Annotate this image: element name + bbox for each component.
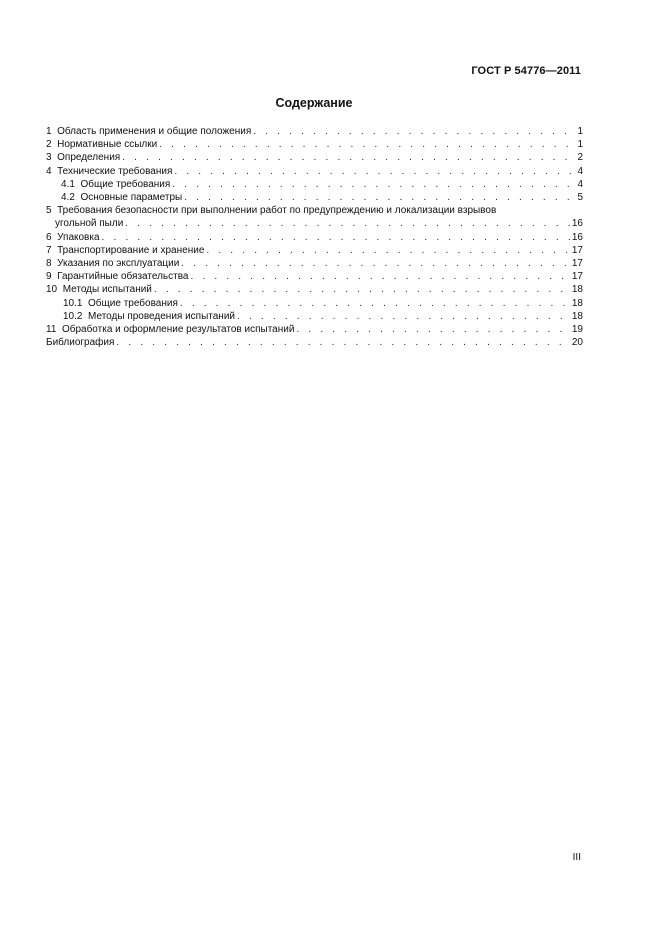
toc-entry[interactable] xyxy=(46,257,583,270)
toc-entry-number: 4.2 xyxy=(61,192,75,204)
toc-entry-label: Область применения и общие положения xyxy=(57,126,252,137)
toc-entry-label: Упаковка xyxy=(57,231,100,243)
toc-entry[interactable] xyxy=(46,323,583,336)
toc-leader-dots xyxy=(206,244,569,257)
toc-entry-number: 10.2 xyxy=(63,310,83,322)
toc-leader-dots xyxy=(253,125,575,138)
toc-entry-label-continuation: угольной пыли xyxy=(55,218,124,230)
toc-leader-dots xyxy=(180,297,570,310)
toc-entry-page: 18 xyxy=(571,284,583,296)
toc-entry-page: 1 xyxy=(577,139,583,151)
toc-entry[interactable] xyxy=(46,244,583,257)
toc-title: Содержание xyxy=(275,96,353,110)
toc-entry[interactable] xyxy=(46,151,583,164)
toc-entry-label: Определения xyxy=(57,152,121,164)
toc-leader-dots xyxy=(237,310,570,323)
toc-entry-label: Обработка и оформление результатов испытаний xyxy=(61,324,295,336)
toc-entry[interactable] xyxy=(46,191,583,204)
toc-entry-label: Транспортирование и хранение xyxy=(57,244,205,256)
page-folio: III xyxy=(572,852,581,863)
toc-entry-label: Общие требования xyxy=(80,178,171,190)
toc-entry[interactable] xyxy=(46,165,583,178)
toc-entry-label: Гарантийные обязательства xyxy=(57,271,189,283)
toc-entry-label: Библиография xyxy=(46,337,115,349)
toc-entry-number: 7 xyxy=(46,244,52,256)
toc-entry-page: 18 xyxy=(571,310,583,322)
toc-entry-label: Технические требования xyxy=(57,165,173,177)
toc-entry[interactable] xyxy=(46,270,583,283)
toc-entry-page: 18 xyxy=(571,297,583,309)
toc-entry[interactable] xyxy=(46,310,583,323)
toc-entry-number: 6 xyxy=(46,231,52,243)
toc-entry-label: Общие требования xyxy=(88,297,178,309)
toc-entry-number: 10 xyxy=(46,284,58,296)
toc-entry-number: 11 xyxy=(46,324,57,336)
toc-leader-dots xyxy=(172,178,575,191)
toc-leader-dots xyxy=(122,151,575,164)
toc-leader-dots xyxy=(125,217,570,230)
toc-entry-page: 19 xyxy=(571,324,583,336)
toc-leader-dots xyxy=(181,257,570,270)
toc-entry-number: 8 xyxy=(46,258,52,270)
toc-leader-dots xyxy=(190,270,569,283)
toc-entry-label: Нормативные ссылки xyxy=(57,139,158,151)
toc-entry-page: 16 xyxy=(571,231,583,243)
toc-entry-page: 17 xyxy=(571,258,583,270)
toc-leader-dots xyxy=(184,191,575,204)
toc-entry[interactable] xyxy=(46,283,583,296)
toc-entry-page: 4 xyxy=(577,178,583,190)
toc-entry-number: 1 xyxy=(46,126,52,137)
toc-entry[interactable] xyxy=(46,138,583,151)
toc-entry-page: 17 xyxy=(571,244,583,256)
toc-entry-page: 5 xyxy=(577,192,583,204)
toc-entry-number: 10.1 xyxy=(63,297,83,309)
toc-entry-number: 5 xyxy=(46,205,52,217)
toc-entry[interactable] xyxy=(46,297,583,310)
toc-entry-page: 17 xyxy=(571,271,583,283)
table-of-contents xyxy=(46,125,583,349)
toc-leader-dots xyxy=(159,138,575,151)
toc-entry[interactable] xyxy=(46,336,583,349)
toc-entry[interactable] xyxy=(46,204,583,217)
toc-entry-number: 2 xyxy=(46,139,52,151)
toc-entry-label: Указания по эксплуатации xyxy=(57,258,180,270)
toc-leader-dots xyxy=(102,231,570,244)
toc-leader-dots xyxy=(174,165,575,178)
toc-entry-number: 4 xyxy=(46,165,52,177)
toc-entry-label: Методы испытаний xyxy=(62,284,152,296)
toc-entry-page: 2 xyxy=(577,152,583,164)
toc-leader-dots xyxy=(154,283,570,296)
toc-entry-number: 4.1 xyxy=(61,178,75,190)
toc-entry-continuation[interactable] xyxy=(46,217,583,230)
toc-entry-label: Методы проведения испытаний xyxy=(88,310,236,322)
document-code: ГОСТ Р 54776—2011 xyxy=(471,65,581,77)
toc-leader-dots xyxy=(296,323,569,336)
toc-entry-page: 4 xyxy=(577,165,583,177)
toc-entry-number: 3 xyxy=(46,152,52,164)
toc-entry-label: Требования безопасности при выполнении работ по предупреждению и локализации взрывов xyxy=(57,205,497,217)
toc-entry-number: 9 xyxy=(46,271,52,283)
toc-entry-label: Основные параметры xyxy=(80,192,183,204)
toc-entry[interactable] xyxy=(46,231,583,244)
toc-entry-page: 16 xyxy=(571,218,583,230)
toc-leader-dots xyxy=(116,336,569,349)
toc-entry[interactable] xyxy=(46,125,583,138)
toc-entry-page: 1 xyxy=(577,126,583,137)
toc-entry-page: 20 xyxy=(571,337,583,349)
toc-entry[interactable] xyxy=(46,178,583,191)
